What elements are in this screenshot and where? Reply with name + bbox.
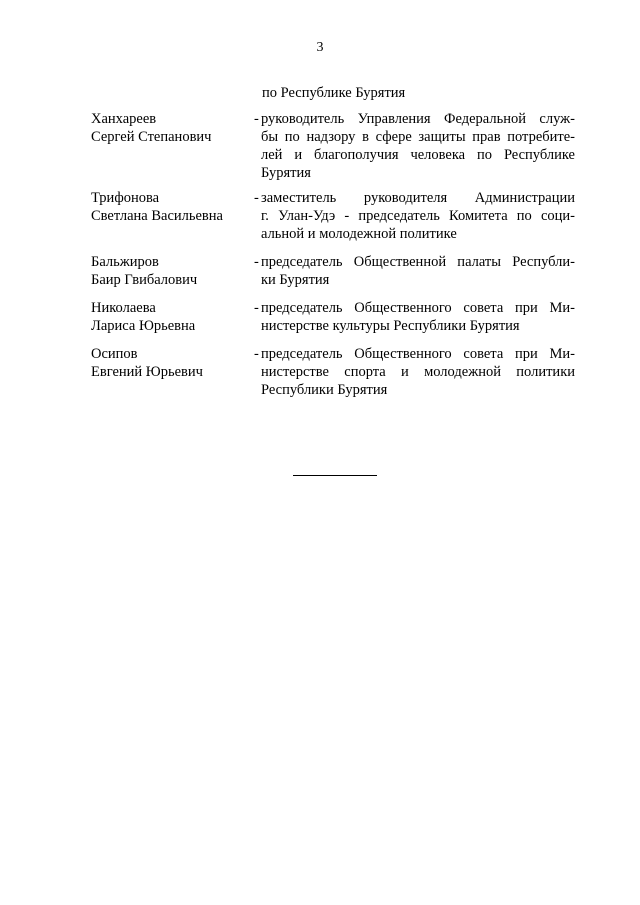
member-name — [91, 189, 251, 225]
role-line: руководитель Управления Федеральной служ- — [261, 111, 575, 127]
end-of-list-rule — [293, 475, 377, 476]
separator-dash: - — [254, 346, 259, 362]
role-line: ки Бурятия — [261, 272, 330, 288]
member-surname: Осипов — [91, 346, 138, 362]
member-name — [91, 253, 251, 289]
member-role — [261, 253, 575, 289]
member-given-names: Светлана Васильевна — [91, 208, 223, 224]
member-given-names: Лариса Юрьевна — [91, 318, 196, 334]
member-surname: Бальжиров — [91, 254, 159, 270]
member-name — [91, 299, 251, 335]
member-name — [91, 345, 251, 381]
member-surname: Ханхареев — [91, 111, 157, 127]
separator-dash: - — [254, 300, 259, 316]
member-given-names: Евгений Юрьевич — [91, 364, 203, 380]
member-role — [261, 110, 575, 182]
member-surname: Трифонова — [91, 190, 160, 206]
role-line: нистерстве спорта и молодежной политики — [261, 364, 575, 380]
separator-dash: - — [254, 111, 259, 127]
member-role — [261, 299, 575, 335]
role-line: председатель Общественного совета при Ми- — [261, 346, 575, 362]
page-number: 3 — [316, 40, 324, 55]
role-line: нистерстве культуры Республики Бурятия — [261, 318, 520, 334]
separator-dash: - — [254, 190, 259, 206]
continuation-text: по Республике Бурятия — [262, 85, 406, 101]
role-line: Республики Бурятия — [261, 382, 388, 398]
member-given-names: Баир Гвибалович — [91, 272, 198, 288]
member-surname: Николаева — [91, 300, 156, 316]
role-line: лей и благополучия человека по Республике — [261, 147, 575, 163]
member-given-names: Сергей Степанович — [91, 129, 212, 145]
member-role — [261, 345, 575, 399]
role-line: альной и молодежной политике — [261, 226, 457, 242]
role-line: бы по надзору в сфере защиты прав потребите- — [261, 129, 575, 145]
separator-dash: - — [254, 254, 259, 270]
role-line: г. Улан-Удэ - председатель Комитета по соци- — [261, 208, 575, 224]
role-line: председатель Общественной палаты Республи- — [261, 254, 575, 270]
member-name — [91, 110, 251, 146]
member-role — [261, 189, 575, 243]
role-line: председатель Общественного совета при Ми- — [261, 300, 575, 316]
role-line: заместитель руководителя Администрации — [261, 190, 575, 206]
role-line: Бурятия — [261, 165, 311, 181]
